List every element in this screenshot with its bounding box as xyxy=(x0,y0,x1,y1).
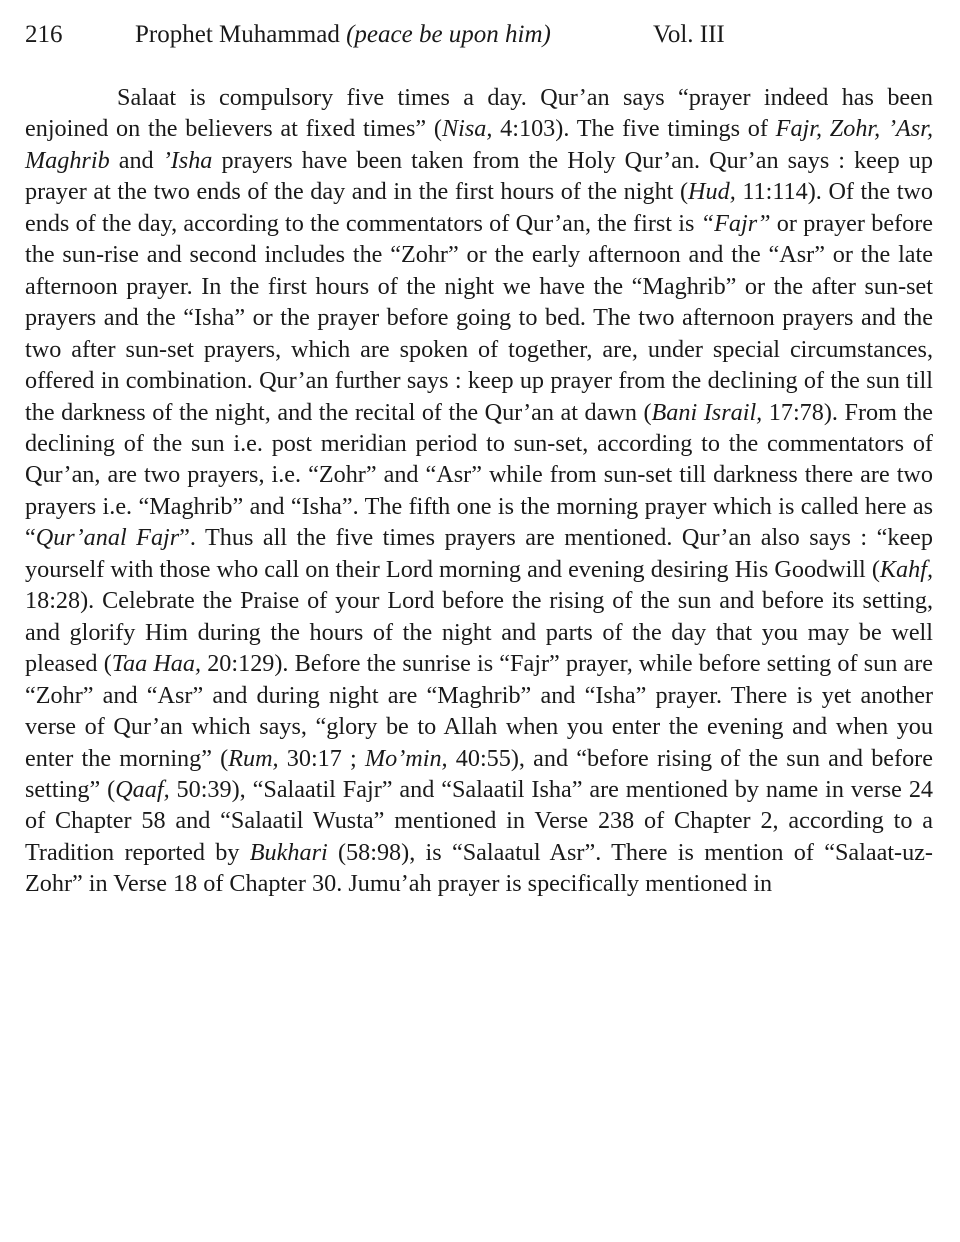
italic-citation: Mo’min, xyxy=(364,744,448,772)
text-run: or prayer before the sun-rise and second includes the “Zohr” or the early afternoon and the “Asr” or the late afternoon prayer. In the first hours of the night we have the “Maghrib” or the after sun-set prayers and the “Isha” or the prayer before going to bed. The two afternoon prayers and the two after sun-set prayers, which are spoken of together, are, under special circumstances, offered in combination. Qur’an further says : keep up prayer from the declining of the sun till the darkness of the night, and the recital of the Qur’an at dawn ( xyxy=(25,209,933,426)
text-run: 50:39), “Salaatil Fajr” and “Salaatil Isha” are mentioned by name in verse 24 of Chapter 58 and “Salaatil Wusta” mentioned in Verse 238 of Chapter 2, according to a Tradition reported by xyxy=(25,775,934,866)
running-header xyxy=(25,18,935,52)
text-run: 40:55), and “before rising of the sun and before setting” ( xyxy=(25,744,933,803)
volume-label: Vol. III xyxy=(653,21,725,48)
italic-citation: Qur’anal Fajr xyxy=(35,524,180,552)
body-text xyxy=(25,82,933,900)
italic-citation: Nisa, xyxy=(442,115,493,143)
italic-citation: Rum, xyxy=(228,744,279,772)
book-title-main: Prophet Muhammad xyxy=(135,21,340,48)
text-run: (58:98), is “Salaatul Asr”. There is mention of “Salaat-uz-Zohr” in Verse 18 of Chapter 30. Jumu’ah prayer is specifically mentioned in xyxy=(25,838,933,898)
italic-citation: Kahf, xyxy=(879,555,933,583)
text-run: prayers have been taken from the Holy Qur’an. Qur’an says : keep up prayer at the two ends of the day and in the first hours of the night ( xyxy=(25,146,933,206)
page-number: 216 xyxy=(25,21,63,48)
text-run: 17:78). From the declining of the sun i.e. post meridian period to sun-set, according to the commentators of Qur’an, are two prayers, i.e. “Zohr” and “Asr” while from sun-set till darkness there are two prayers i.e. “Maghrib” and “Isha”. The fifth one is the morning prayer which is called here as “ xyxy=(25,398,933,552)
italic-citation: Qaaf, xyxy=(115,775,170,803)
book-title-note: (peace be upon him) xyxy=(346,21,551,48)
text-run: 11:114). Of the two ends of the day, according to the commentators of Qur’an, the first is xyxy=(25,178,933,237)
italic-citation: Bukhari xyxy=(249,838,328,866)
text-run: 4:103). The five timings of xyxy=(492,115,776,143)
text-run: ”. Thus all the five times prayers are mentioned. Qur’an also says : “keep yourself with those who call on their Lord morning and evening desiring His Goodwill ( xyxy=(25,524,933,583)
text-run: Salaat is compulsory five times a day. Qur’an says “prayer indeed has been enjoined on the believers at fixed times” ( xyxy=(25,84,933,143)
italic-citation: Bani Israil, xyxy=(651,398,763,426)
text-run: 20:129). Before the sunrise is “Fajr” prayer, while before setting of sun are “Zohr” and “Asr” and during night are “Maghrib” and “Isha” prayer. There is yet another verse of Qur’an which says, “glory be to Allah when you enter the evening and when you enter the morning” ( xyxy=(25,650,933,772)
italic-citation: Hud, xyxy=(688,178,736,206)
italic-citation: Fajr, Zohr, ’Asr, Maghrib xyxy=(25,115,933,174)
text-run: 30:17 ; xyxy=(278,744,365,772)
book-title xyxy=(135,18,551,52)
italic-citation: Taa Haa, xyxy=(111,650,202,678)
italic-citation: ’Isha xyxy=(162,146,213,174)
italic-citation: “Fajr” xyxy=(700,209,771,237)
text-run: and xyxy=(109,146,163,174)
body-paragraph xyxy=(25,82,933,900)
text-run: 18:28). Celebrate the Praise of your Lord before the rising of the sun and before its setting, and glorify Him during the hours of the night and parts of the day that you may be well pleased ( xyxy=(25,587,933,678)
